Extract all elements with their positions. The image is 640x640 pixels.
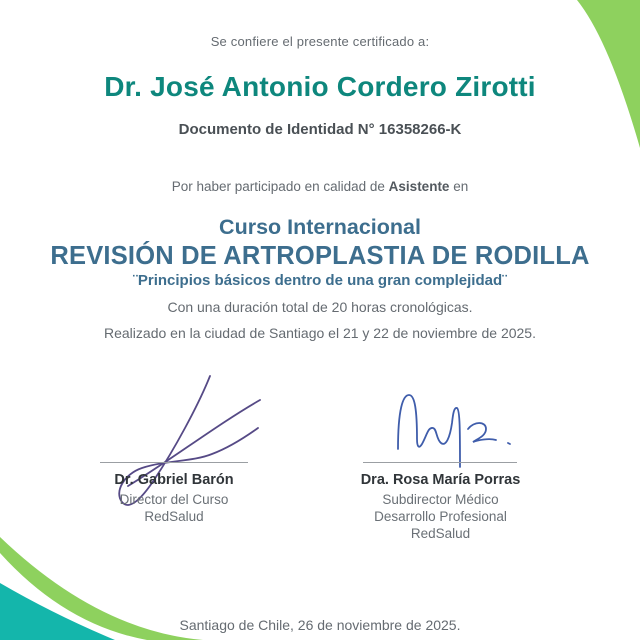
course-subtitle: ¨Principios básicos dentro de una gran complejidad¨ [132,272,508,289]
participation-suffix: en [453,179,469,194]
signatory-block-left [84,472,264,525]
signatory-organization: RedSalud [410,526,471,541]
signatory-block-right [348,472,533,542]
identity-document: Documento de Identidad N° 16358266-K [178,121,462,138]
signature-line-right [363,462,517,463]
signatory-title: Director del Curso [119,492,229,507]
signature-rosa-maria-porras-icon [390,377,525,472]
course-duration: Con una duración total de 20 horas cronológicas. [167,299,473,315]
issue-date: Santiago de Chile, 26 de noviembre de 2025. [179,617,461,633]
signature-line-left [100,462,248,463]
intro-line: Se confiere el presente certificado a: [210,34,430,49]
signatory-organization: RedSalud [144,509,204,524]
participation-role: Asistente [388,179,450,194]
signatory-name: Dr. Gabriel Barón [114,472,234,488]
participation-prefix: Por haber participado en calidad de [171,179,385,194]
participation-line [0,179,640,194]
signatory-department: Desarrollo Profesional [374,509,507,524]
signatory-title: Subdirector Médico [382,492,499,507]
course-location-dates: Realizado en la ciudad de Santiago el 21 y 22 de noviembre de 2025. [104,325,536,341]
signatory-name: Dra. Rosa María Porras [360,472,521,488]
course-type: Curso Internacional [219,215,421,239]
course-title: REVISIÓN DE ARTROPLASTIA DE RODILLA [50,242,590,270]
recipient-name: Dr. José Antonio Cordero Zirotti [104,71,536,102]
